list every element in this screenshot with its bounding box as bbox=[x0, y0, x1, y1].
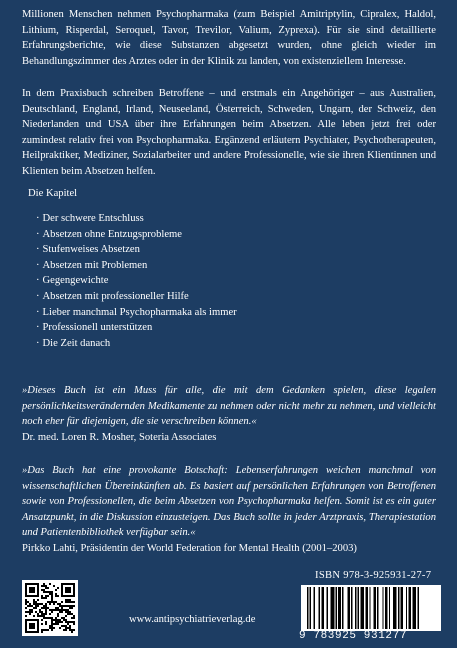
chapter-item: · Gegengewichte bbox=[36, 273, 237, 289]
isbn-label: ISBN 978-3-925931-27-7 bbox=[315, 570, 432, 581]
description-paragraph: In dem Praxisbuch schreiben Betroffene – und erstmals ein Angehöriger – aus Australien, Deutschland, England, Irland, Neuseeland, Österreich, Schweden, Ungarn, der Schweiz, den Niederlanden und USA über ihre Erfahrungen beim Absetzen. Alle leben jetzt frei oder zumindest relativ frei von Psychopharmaka. Ergänzend erläutern Psychiater, Psychotherapeuten, Heilpraktiker, Mediziner, Sozialarbeiter und andere Professionelle, wie sie ihren Klientinnen und Klienten beim Absetzen helfen. bbox=[22, 88, 436, 177]
chapter-item: · Der schwere Entschluss bbox=[36, 211, 237, 227]
qr-code-graphic bbox=[25, 583, 75, 633]
barcode-graphic bbox=[301, 585, 441, 631]
qr-code-icon[interactable] bbox=[22, 580, 78, 636]
chapters-heading: Die Kapitel bbox=[28, 188, 78, 199]
chapter-item: · Absetzen mit Problemen bbox=[36, 258, 237, 274]
barcode-digits: 9 783925 931277 bbox=[299, 630, 408, 642]
testimonial-author: Pirkko Lahti, Präsidentin der World Federation for Mental Health (2001–2003) bbox=[22, 542, 357, 554]
chapter-item: · Lieber manchmal Psychopharmaka als immer bbox=[36, 305, 237, 321]
chapter-item: · Absetzen ohne Entzugsprobleme bbox=[36, 227, 237, 243]
chapter-item: · Absetzen mit professioneller Hilfe bbox=[36, 289, 237, 305]
testimonial-lahti bbox=[22, 463, 436, 557]
testimonial-author: Dr. med. Loren R. Mosher, Soteria Associates bbox=[22, 431, 217, 443]
chapter-item: · Die Zeit danach bbox=[36, 336, 237, 352]
intro-paragraph: Millionen Menschen nehmen Psychopharmaka (zum Beispiel Amitriptylin, Cipralex, Haldol, Lithium, Risperdal, Seroquel, Tavor, Trevilor, Valium, Zyprexa). Für sie sind detaillierte Erfahrungsberichte, wie diese Substanzen abgesetzt wurden, ohne gleich wieder im Behandlungszimmer des Arztes oder in der Klinik zu landen, von existenziellem Interesse. bbox=[22, 9, 436, 67]
chapter-item: · Stufenweises Absetzen bbox=[36, 242, 237, 258]
testimonial-text: »Dieses Buch ist ein Muss für alle, die mit dem Gedanken spielen, diese legalen persönlichkeitsverändernden Medikamente zu nehmen oder nicht mehr zu nehmen, und vielleicht noch eher für diejenigen, die sie verschreiben können.« bbox=[22, 385, 436, 428]
publisher-website-link[interactable]: www.antipsychiatrieverlag.de bbox=[129, 614, 256, 625]
testimonial-text: »Das Buch hat eine provokante Botschaft: Lebenserfahrungen weichen manchmal von wissenschaftlichen Übereinkünften ab. Es basiert auf persönlichen Erfahrungen von Betroffenen sowie von Professionellen, die beim Absetzen von Psychopharmaka helfen. Somit ist es ein guter Ansatzpunkt, in die Diskussion einzusteigen. Das Buch sollte in jeder Arztpraxis, Therapiestation und Patientenbibliothek verfügbar sein.« bbox=[22, 465, 436, 539]
chapter-item: · Professionell unterstützen bbox=[36, 320, 237, 336]
chapter-list bbox=[36, 211, 237, 351]
testimonial-mosher bbox=[22, 383, 436, 445]
barcode-icon bbox=[301, 585, 441, 631]
